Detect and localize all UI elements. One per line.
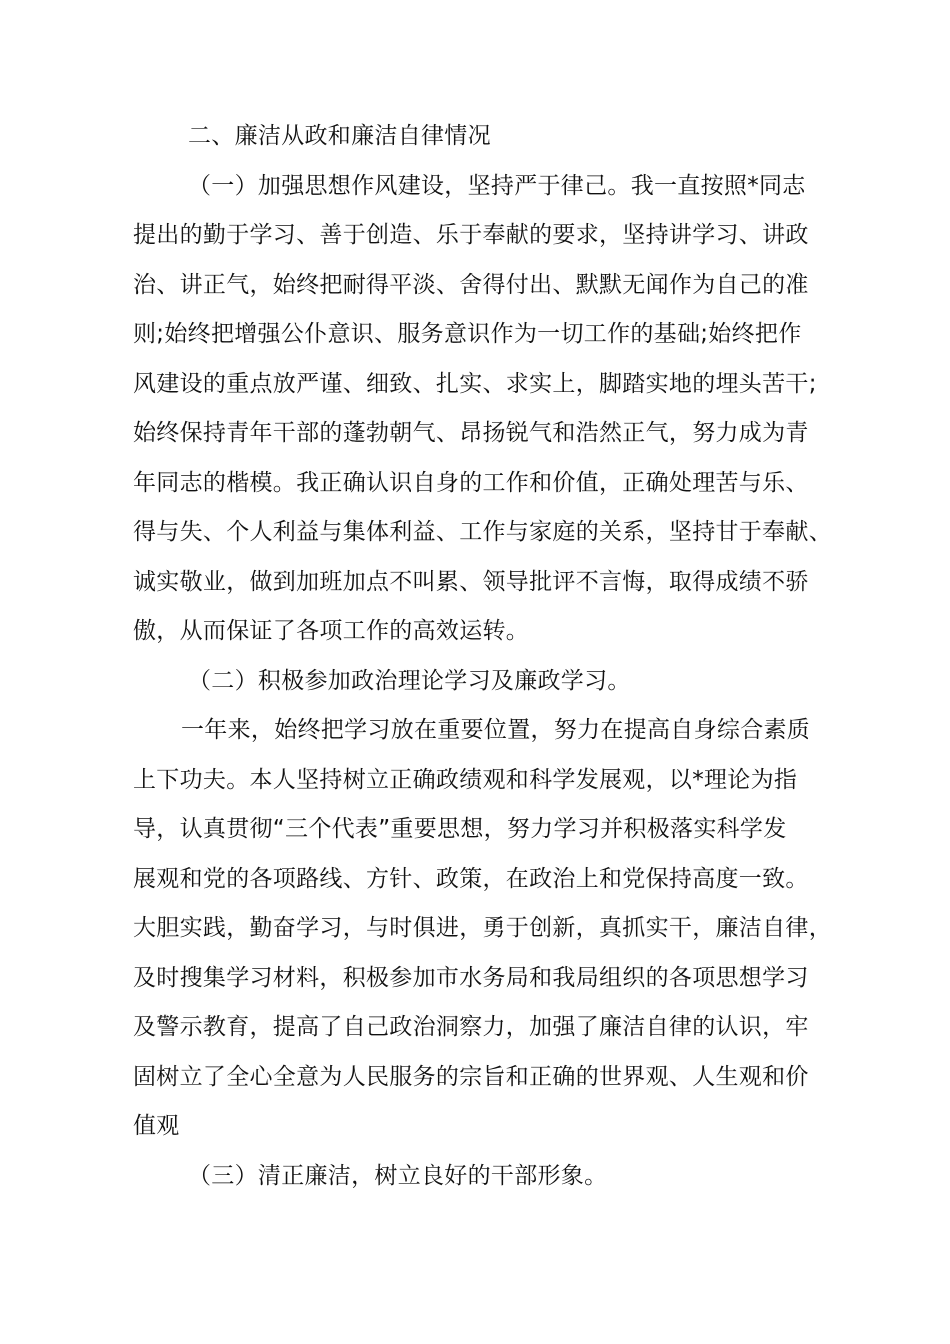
paragraph-line: 提出的勤于学习、善于创造、乐于奉献的要求，坚持讲学习、讲政 (133, 222, 809, 248)
paragraph-line: 固树立了全心全意为人民服务的宗旨和正确的世界观、人生观和价 (133, 1063, 809, 1090)
paragraph-line: 傲，从而保证了各项工作的高效运转。 (133, 618, 530, 644)
paragraph-line: 大胆实践，勤奋学习，与时俱进，勇于创新，真抓实干，廉洁自律， (133, 915, 832, 941)
paragraph-line: 及时搜集学习材料，积极参加市水务局和我局组织的各项思想学习 (133, 964, 809, 991)
paragraph-line: 风建设的重点放严谨、细致、扎实、求实上，脚踏实地的埋头苦干; (133, 370, 817, 397)
paragraph-section-2 (133, 706, 832, 1152)
paragraph-line: 及警示教育，提高了自己政治洞察力，加强了廉洁自律的认识，牢 (133, 1014, 809, 1040)
paragraph-section-1 (133, 162, 832, 657)
paragraph-line: 得与失、个人利益与集体利益、工作与家庭的关系，坚持甘于奉献、 (133, 519, 832, 545)
section-heading: 二、廉洁从政和廉洁自律情况 (188, 123, 491, 149)
paragraph-line: 治、讲正气，始终把耐得平淡、舍得付出、默默无闻作为自己的准 (133, 271, 809, 298)
subsection-title-2: （二）积极参加政治理论学习及廉政学习。 (188, 667, 631, 694)
subsection-title-3: （三）清正廉洁，树立良好的干部形象。 (188, 1162, 608, 1189)
paragraph-line: 导，认真贯彻“三个代表”重要思想，努力学习并积极落实科学发 (133, 816, 787, 842)
paragraph-line: 始终保持青年干部的蓬勃朝气、昂扬锐气和浩然正气，努力成为青 (133, 420, 809, 446)
paragraph-line: 上下功夫。本人坚持树立正确政绩观和科学发展观，以*理论为指 (133, 766, 798, 793)
paragraph-line: 则;始终把增强公仆意识、服务意识作为一切工作的基础;始终把作 (133, 321, 802, 347)
paragraph-line: 诚实敬业，做到加班加点不叫累、领导批评不言悔，取得成绩不骄 (133, 568, 809, 595)
paragraph-line: 年同志的楷模。我正确认识自身的工作和价值，正确处理苦与乐、 (133, 469, 809, 496)
paragraph-line: 一年来，始终把学习放在重要位置，努力在提高自身综合素质 (181, 717, 811, 743)
document-body (133, 112, 832, 1201)
paragraph-line: （一）加强思想作风建设，坚持严于律己。我一直按照*同志 (188, 172, 806, 199)
paragraph-line: 值观 (133, 1113, 180, 1139)
paragraph-line: 展观和党的各项路线、方针、政策，在政治上和党保持高度一致。 (133, 865, 809, 892)
